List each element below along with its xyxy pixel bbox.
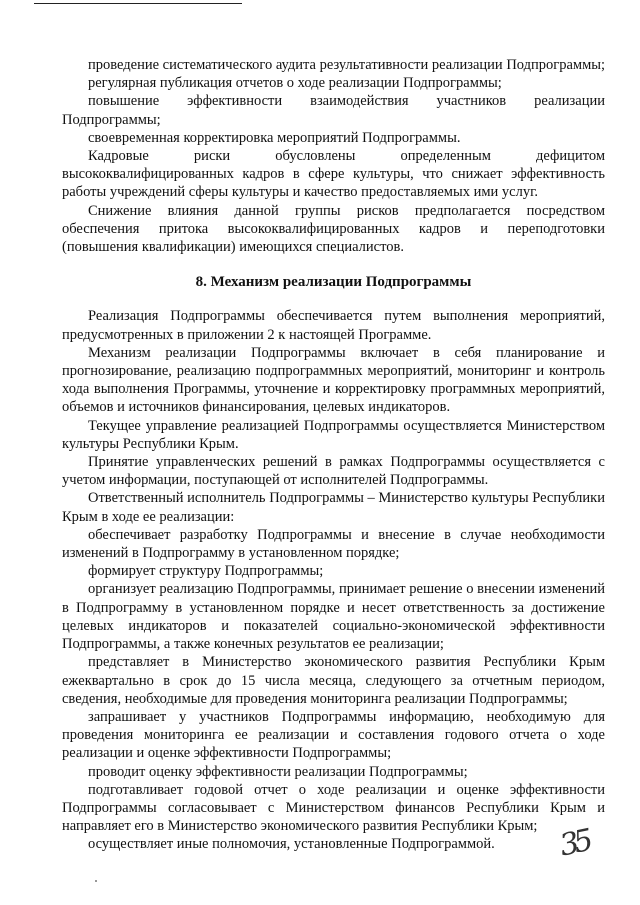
- paragraph: обеспечивает разработку Подпрограммы и внесение в случае необходимости изменений в Подпрограмму в установленном порядке;: [62, 526, 605, 562]
- paragraph: регулярная публикация отчетов о ходе реализации Подпрограммы;: [88, 75, 502, 92]
- handwritten-page-number: 35: [556, 823, 592, 864]
- paragraph: формирует структуру Подпрограммы;: [88, 563, 324, 580]
- top-rule: [34, 3, 242, 4]
- paragraph: проводит оценку эффективности реализации Подпрограммы;: [88, 763, 468, 780]
- paragraph: Снижение влияния данной группы рисков предполагается посредством обеспечения притока высококвалифицированных кадров и переподготовки (повышения квалификации) имеющихся специалистов.: [62, 202, 605, 256]
- paragraph: Текущее управление реализацией Подпрограммы осуществляется Министерством культуры Республики Крым.: [62, 417, 605, 452]
- paragraph: организует реализацию Подпрограммы, принимает решение о внесении изменений в Подпрограмму в установленном порядке и несет ответственность за достижение целевых индикаторов и показателей социально-экономической эффективности Подпрограммы, а также конечных результатов ее реализации;: [62, 581, 605, 653]
- scan-dot: [95, 880, 97, 882]
- paragraph: Механизм реализации Подпрограммы включает в себя планирование и прогнозирование, реализацию подпрограммных мероприятий, мониторинг и контроль хода выполнения Программы, уточнение и корректировку программных мероприятий, объемов и источников финансирования, целевых индикаторов.: [62, 344, 605, 416]
- paragraph: Ответственный исполнитель Подпрограммы – Министерство культуры Республики Крым в ходе ее реализации:: [62, 490, 605, 525]
- section-heading: 8. Механизм реализации Подпрограммы: [195, 274, 472, 291]
- paragraph: проведение систематического аудита результативности реализации Подпрограммы;: [88, 57, 606, 73]
- paragraph: своевременная корректировка мероприятий Подпрограммы.: [88, 129, 461, 146]
- paragraph: Кадровые риски обусловлены определенным дефицитом высококвалифицированных кадров в сфере культуры, что снижает эффективность работы учреждений сферы культуры и качество предоставляемых ими услуг.: [62, 148, 605, 201]
- paragraph: запрашивает у участников Подпрограммы информацию, необходимую для проведения мониторинга ее реализации и составления годового отчета о ходе реализации и оценке эффективности Подпрограммы;: [62, 708, 605, 762]
- paragraph: представляет в Министерство экономического развития Республики Крым ежеквартально в срок до 15 числа месяца, следующего за отчетным периодом, сведения, необходимые для проведения мониторинга реализации Подпрограммы;: [62, 654, 605, 707]
- paragraph: Принятие управленческих решений в рамках Подпрограммы осуществляется с учетом информации, поступающей от исполнителей Подпрограммы.: [62, 454, 605, 489]
- paragraph: подготавливает годовой отчет о ходе реализации и оценке эффективности Подпрограммы согласовывает с Министерством финансов Республики Крым и направляет его в Министерство экономического развития Республики Крым;: [62, 781, 605, 835]
- document-page: [62, 56, 605, 854]
- paragraph: повышение эффективности взаимодействия участников реализации Подпрограммы;: [62, 93, 605, 128]
- paragraph: осуществляет иные полномочия, установленные Подпрограммой.: [88, 836, 495, 853]
- paragraph: Реализация Подпрограммы обеспечивается путем выполнения мероприятий, предусмотренных в приложении 2 к настоящей Программе.: [62, 308, 605, 343]
